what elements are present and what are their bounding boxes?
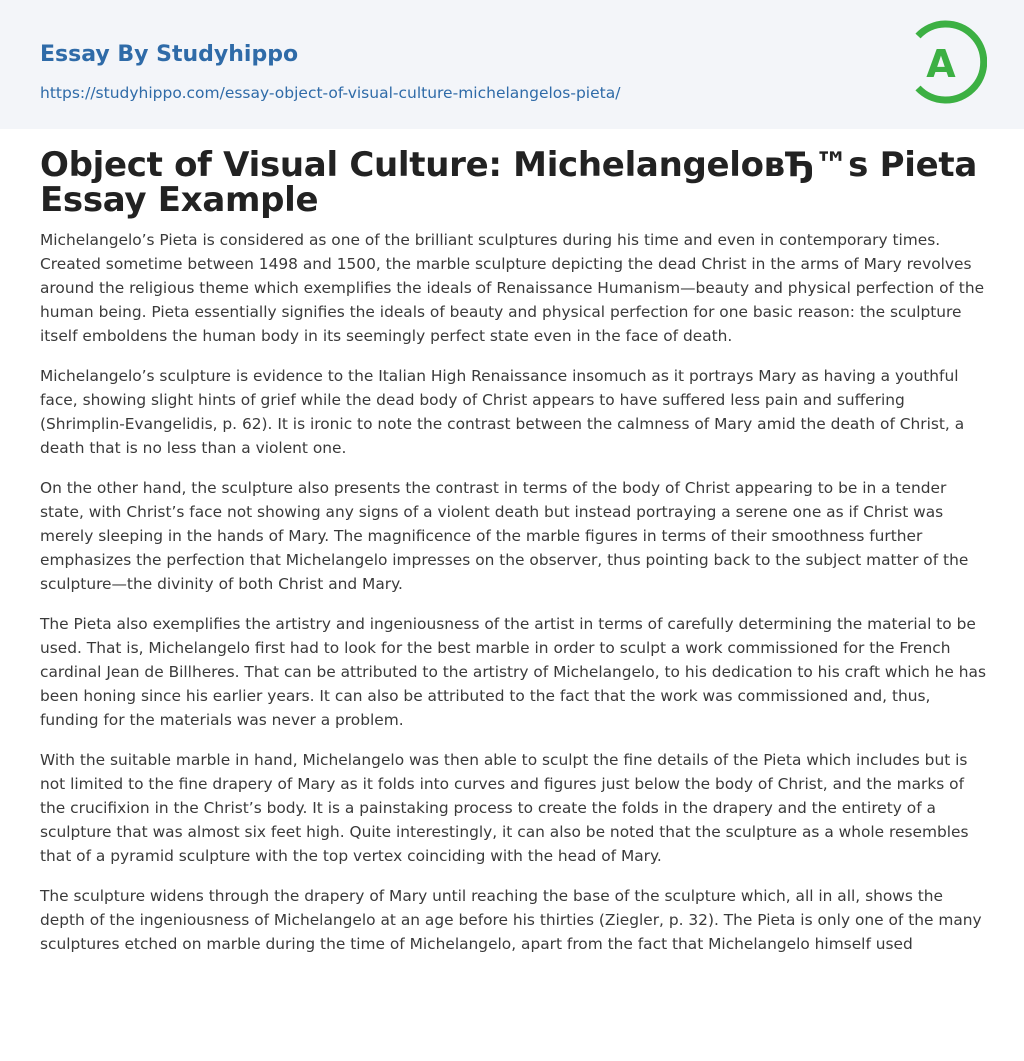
- paragraph: On the other hand, the sculpture also presents the contrast in terms of the body of Christ appearing to be in a tender state, with Christ’s face not showing any signs of a violent death but instead portraying a serene one as if Christ was merely sleeping in the hands of Mary. The magnificence of the marble figures in terms of their smoothness further emphasizes the perfection that Michelangelo impresses on the observer, thus pointing back to the subject matter of the sculpture—the divinity of both Christ and Mary.: [40, 479, 969, 593]
- paragraph: With the suitable marble in hand, Michelangelo was then able to sculpt the fine details of the Pieta which includes but is not limited to the fine drapery of Mary as it folds into curves and figures just below the body of Christ, and the marks of the crucifixion in the Christ’s body. It is a painstaking process to create the folds in the drapery and the entirety of a sculpture that was almost six feet high. Quite interestingly, it can also be noted that the sculpture as a whole resembles that of a pyramid sculpture with the top vertex coinciding with the head of Mary.: [40, 751, 969, 865]
- logo-letter: A: [926, 42, 956, 86]
- paragraph: The sculpture widens through the drapery of Mary until reaching the base of the sculpture which, all in all, shows the depth of the ingeniousness of Michelangelo at an age before his thirties (Ziegler, p. 32). The Pieta is only one of the many sculptures etched on marble during the time of Michelangelo, apart from the fact that Michelangelo himself used: [40, 887, 982, 953]
- source-url-link[interactable]: https://studyhippo.com/essay-object-of-visual-culture-michelangelos-pieta/: [40, 84, 621, 102]
- studyhippo-logo[interactable]: [911, 18, 987, 106]
- paragraph: Michelangelo’s sculpture is evidence to the Italian High Renaissance insomuch as it portrays Mary as having a youthful face, showing slight hints of grief while the dead body of Christ appears to have suffered less pain and suffering (Shrimplin-Evangelidis, p. 62). It is ironic to note the contrast between the calmness of Mary amid the death of Christ, a death that is no less than a violent one.: [40, 367, 965, 457]
- logo-icon: [911, 18, 987, 106]
- article: [40, 145, 986, 972]
- page-header: [0, 0, 1024, 129]
- paragraph: The Pieta also exemplifies the artistry and ingeniousness of the artist in terms of carefully determining the material to be used. That is, Michelangelo first had to look for the best marble in order to sculpt a work commissioned for the French cardinal Jean de Billheres. That can be attributed to the artistry of Michelangelo, to his dedication to his craft which he has been honing since his earlier years. It can also be attributed to the fact that the work was commissioned and, thus, funding for the materials was never a problem.: [40, 615, 986, 729]
- article-body: [40, 228, 986, 956]
- brand-title[interactable]: Essay By Studyhippo: [40, 42, 299, 67]
- article-title: Object of Visual Culture: MichelangeloвЂ™s Pieta Essay Example: [40, 145, 977, 220]
- paragraph: Michelangelo’s Pieta is considered as one of the brilliant sculptures during his time and even in contemporary times. Created sometime between 1498 and 1500, the marble sculpture depicting the dead Christ in the arms of Mary revolves around the religious theme which exemplifies the ideals of Renaissance Humanism—beauty and physical perfection of the human being. Pieta essentially signifies the ideals of beauty and physical perfection for one basic reason: the sculpture itself emboldens the human body in its seemingly perfect state even in the face of death.: [40, 231, 985, 345]
